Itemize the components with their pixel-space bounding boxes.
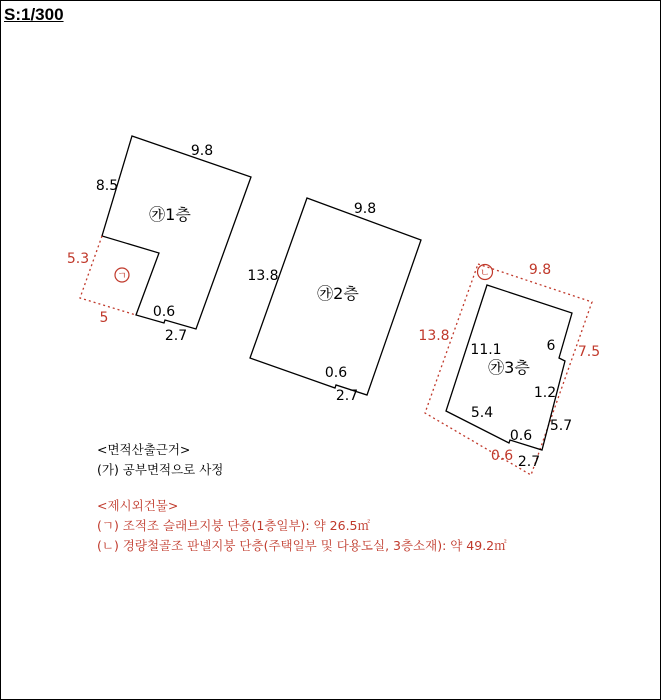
floor3-dim-bottom-a: 0.6	[509, 428, 533, 444]
annex-b-marker-text: ㄴ	[480, 268, 490, 279]
floor3-label: ㉮3층	[488, 358, 530, 377]
floor2-label: ㉮2층	[317, 284, 359, 303]
floor2-dim-top: 9.8	[353, 201, 377, 217]
notes-block	[97, 440, 507, 556]
excluded-item-a: (ㄱ) 조적조 슬래브지붕 단층(1층일부): 약 26.5㎡	[97, 518, 370, 533]
floor2-dim-bottom-a: 0.6	[324, 365, 348, 381]
annex-a-dim-bottom: 5	[99, 310, 109, 326]
floor3-dim-right-top: 6	[546, 338, 556, 354]
annex-a-outline	[80, 236, 136, 315]
floor2-dim-bottom-b: 2.7	[335, 388, 359, 404]
floor1-dim-top: 9.8	[190, 143, 214, 159]
annex-a-marker	[115, 268, 129, 282]
floor3-dim-bottom-left: 5.4	[470, 405, 494, 421]
excluded-item-b: (ㄴ) 경량철골조 판넬지붕 단층(주택일부 및 다용도실, 3층소재): 약 49.2㎡	[97, 538, 507, 553]
annex-b-dim-top: 9.8	[528, 262, 552, 278]
floor1-dim-bottom-b: 2.7	[164, 328, 188, 344]
floor1-dim-bottom-a: 0.6	[152, 304, 176, 320]
annex-a-dim-side: 5.3	[66, 251, 90, 267]
annex-b-dim-left: 13.8	[418, 328, 450, 344]
floor2-dim-left: 13.8	[247, 268, 279, 284]
basis-text: (가) 공부면적으로 사정	[97, 462, 224, 477]
floor3-dim-right-bottom: 5.7	[549, 418, 573, 434]
floor3-dim-bottom-b: 2.7	[517, 454, 541, 470]
annex-b-dim-right: 7.5	[577, 344, 601, 360]
scale-label: S:1/300	[4, 5, 64, 24]
basis-title: <면적산출근거>	[97, 442, 191, 457]
annex-a-marker-text: ㄱ	[117, 271, 127, 282]
floor3-dim-left: 11.1	[470, 342, 502, 358]
annex-b-marker	[478, 265, 493, 280]
excluded-title: <제시외건물>	[97, 498, 179, 513]
floor1-dim-left: 8.5	[95, 178, 119, 194]
floor3-dim-right-step: 1.2	[533, 385, 557, 401]
floor1-outline	[99, 136, 251, 329]
floor1-label: ㉮1층	[149, 205, 191, 224]
annex-b-dim-bottom: 0.6	[490, 448, 514, 464]
